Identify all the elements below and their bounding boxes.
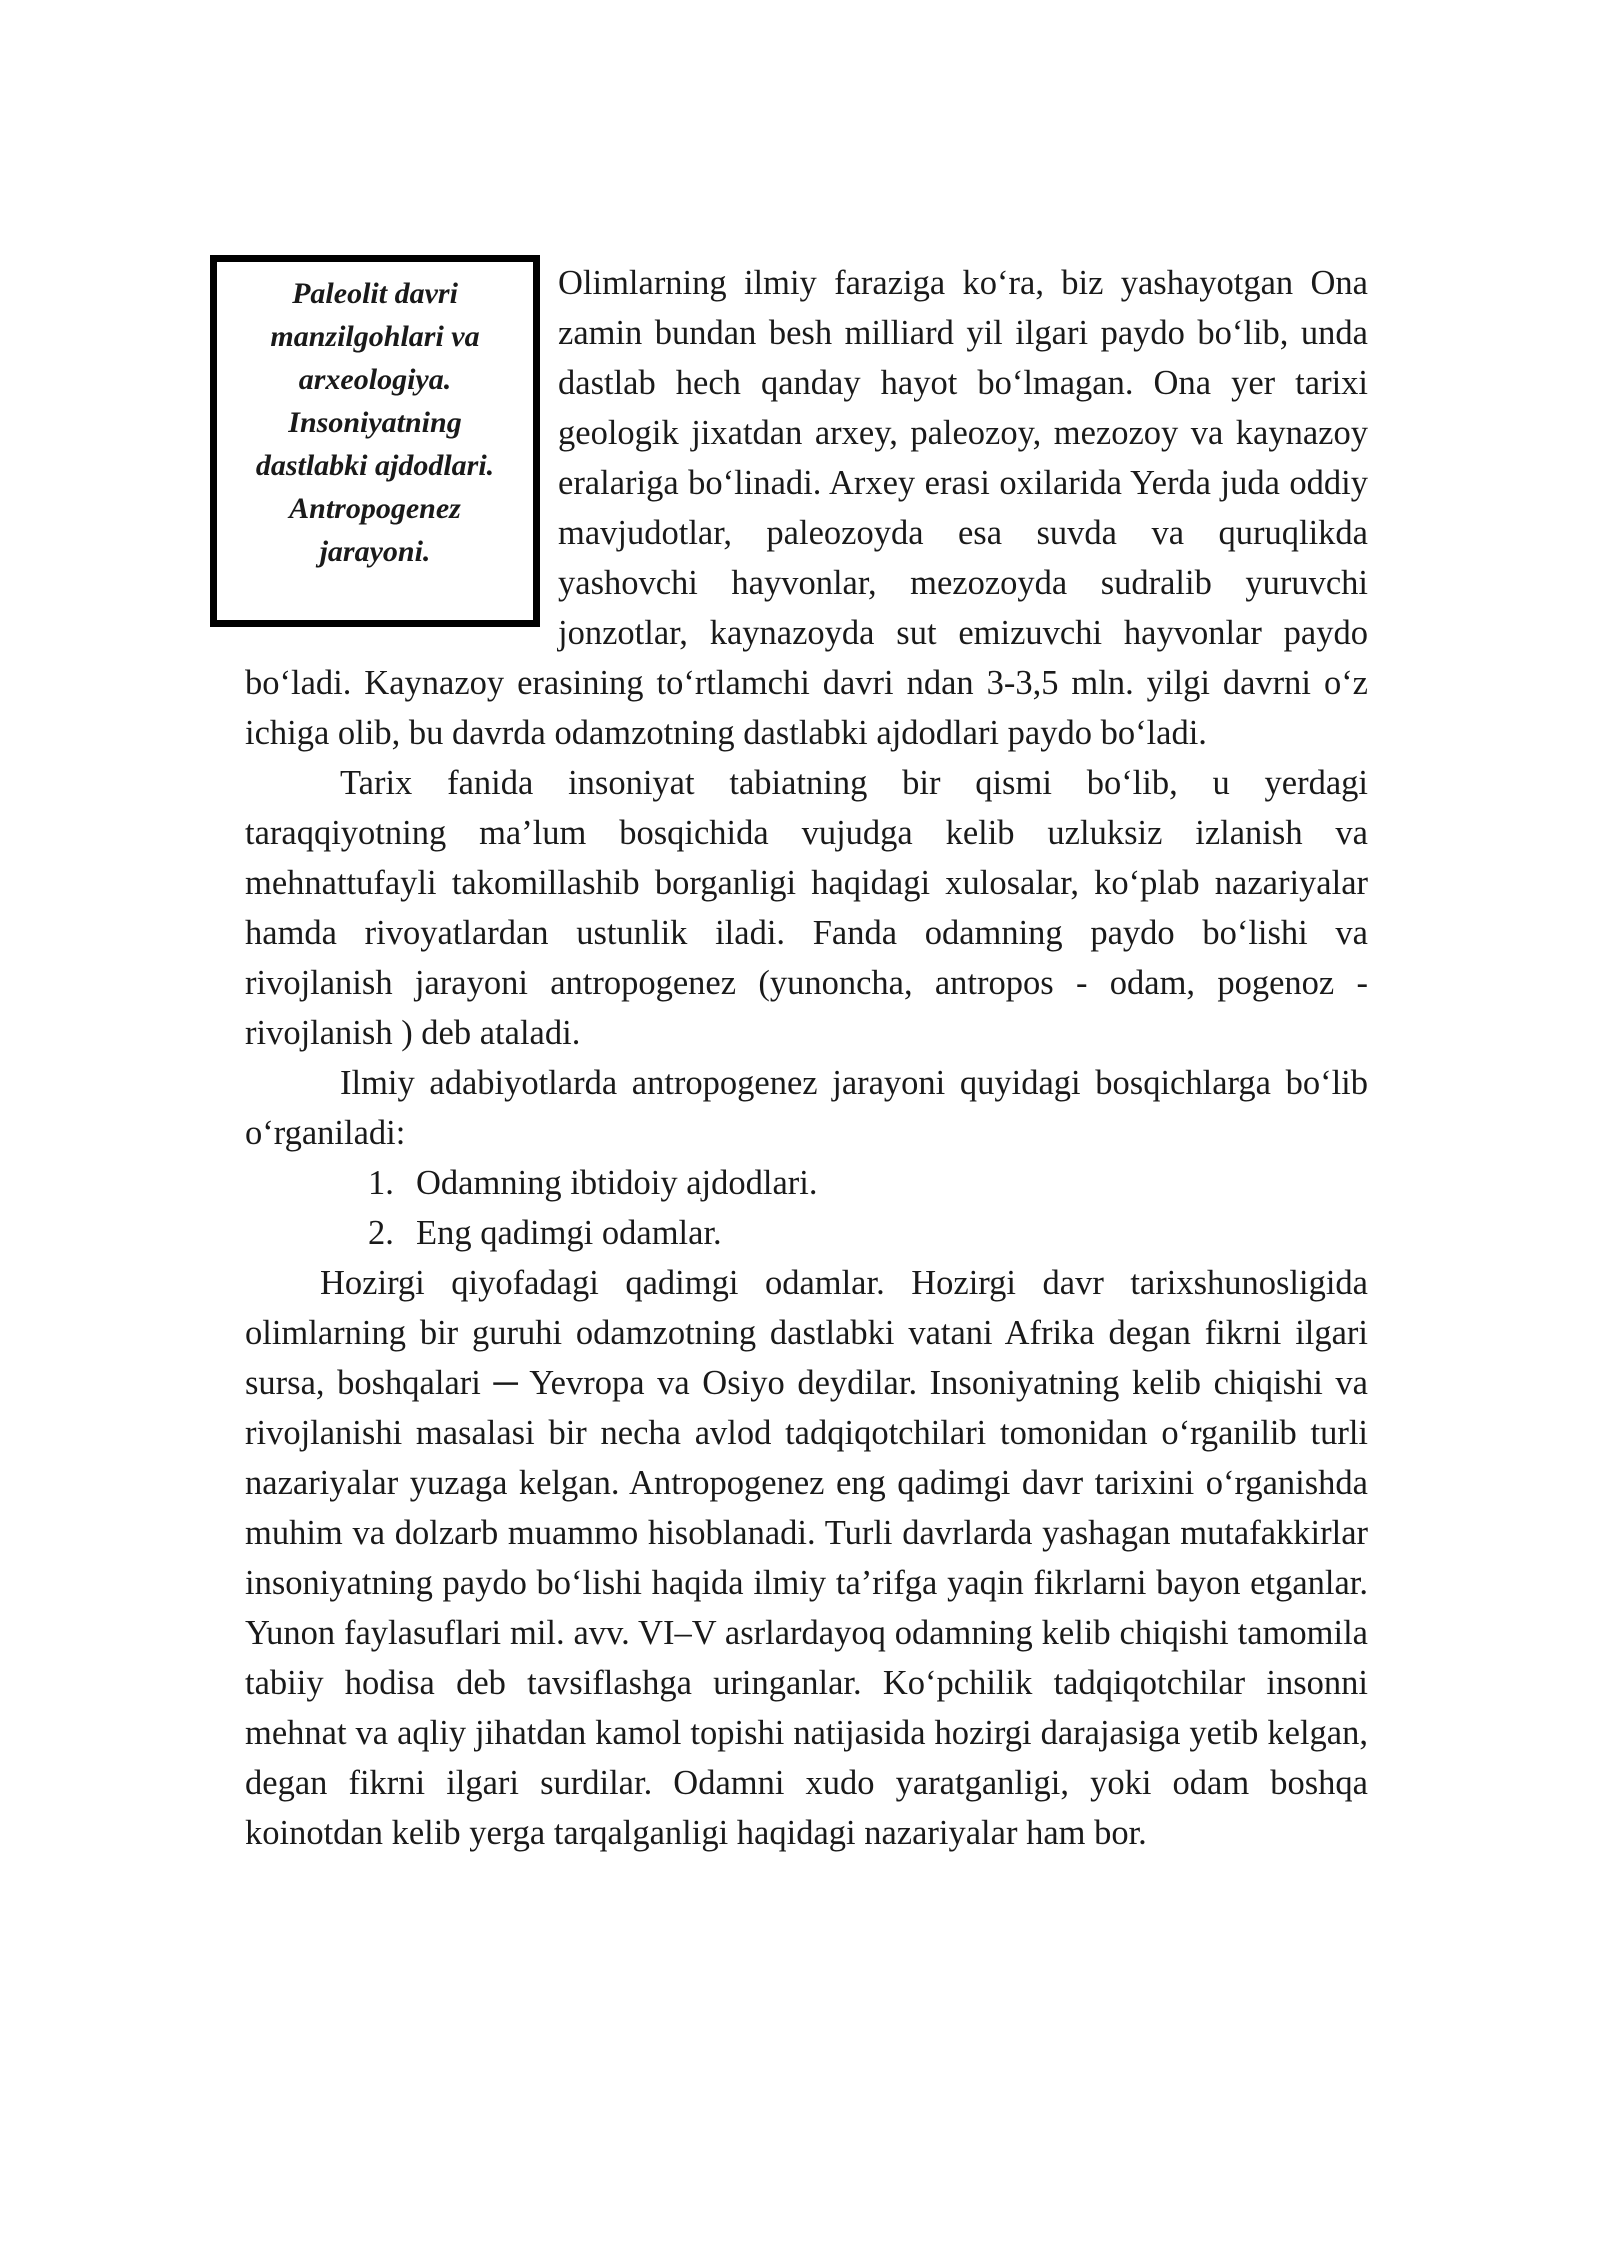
paragraph-stages-intro: Ilmiy adabiyotlarda antropogenez jarayoni quyidagi bosqichlarga bo‘lib o‘rganiladi: (245, 1064, 1368, 1152)
stages-list (245, 1158, 1368, 1258)
list-item-text: Odamning ibtidoiy ajdodlari. (416, 1164, 818, 1202)
document-page (245, 258, 1368, 1858)
list-item (245, 1158, 1368, 1208)
paragraph-intro: Olimlarning ilmiy faraziga ko‘ra, biz yashayotgan Ona zamin bundan besh milliard yil ilgari paydo bo‘lib, unda dastlab hech qanday hayot bo‘lmagan. Ona yer tarixi geologik jixatdan arxey, paleozoy, mezozoy va kaynazoy eralariga bo‘linadi. Arxey erasi oxilarida Yerda juda oddiy mavjudotlar, paleozoyda esa suvda va quruqlikda yashovchi hayvonlar, mezozoyda sudralib yuruvchi jonzotlar, kaynazoyda sut emizuvchi hayvonlar paydo bo‘ladi. Kaynazoy erasining to‘rtlamchi davri ndan 3-3,5 mln. yilgi davrni o‘z ichiga olib, bu davrda odamzotning dastlabki ajdodlari paydo bo‘ladi. (245, 264, 1368, 752)
paragraph-modern-humans: Hozirgi qiyofadagi qadimgi odamlar. Hozirgi davr tarixshunosligida olimlarning bir guruhi odamzotning dastlabki vatani Afrika degan fikrni ilgari sursa, boshqalari ─ Yevropa va Osiyo deydilar. Insoniyatning kelib chiqishi va rivojlanishi masalasi bir necha avlod tadqiqotchilari tomonidan o‘rganilib turli nazariyalar yuzaga kelgan. Antropogenez eng qadimgi davr tarixini o‘rganishda muhim va dolzarb muammo hisoblanadi. Turli davrlarda yashagan mutafakkirlar insoniyatning paydo bo‘lishi haqida ilmiy ta’rifga yaqin fikrlarni bayon etganlar. Yunon faylasuflari mil. avv. VI–V asrlardayoq odamning kelib chiqishi tamomila tabiiy hodisa deb tavsiflashga uringanlar. Ko‘pchilik tadqiqotchilar insonni mehnat va aqliy jihatdan kamol topishi natijasida hozirgi darajasiga yetib kelgan, degan fikrni ilgari surdilar. Odamni xudo yaratganligi, yoki odam boshqa koinotdan kelib yerga tarqalganligi haqidagi nazariyalar ham bor. (245, 1264, 1368, 1852)
paragraph-history-science: Tarix fanida insoniyat tabiatning bir qismi bo‘lib, u yerdagi taraqqiyotning ma’lum bosqichida vujudga kelib uzluksiz izlanish va mehnattufayli takomillashib borganligi haqidagi xulosalar, ko‘plab nazariyalar hamda rivoyatlardan ustunlik iladi. Fanda odamning paydo bo‘lishi va rivojlanish jarayoni antropogenez (yunoncha, antropos - odam, pogenoz - rivojlanish ) deb ataladi. (245, 764, 1368, 1052)
list-item-text: Eng qadimgi odamlar. (416, 1214, 722, 1252)
list-item-number: 2. (368, 1214, 394, 1252)
topic-sidebar-box (210, 255, 540, 627)
list-item-number: 1. (368, 1164, 394, 1202)
list-item (245, 1208, 1368, 1258)
topic-heading: Paleolit davri manzilgohlari va arxeologiya. Insoniyatning dastlabki ajdodlari. Antropogenez jarayoni. (255, 277, 495, 568)
